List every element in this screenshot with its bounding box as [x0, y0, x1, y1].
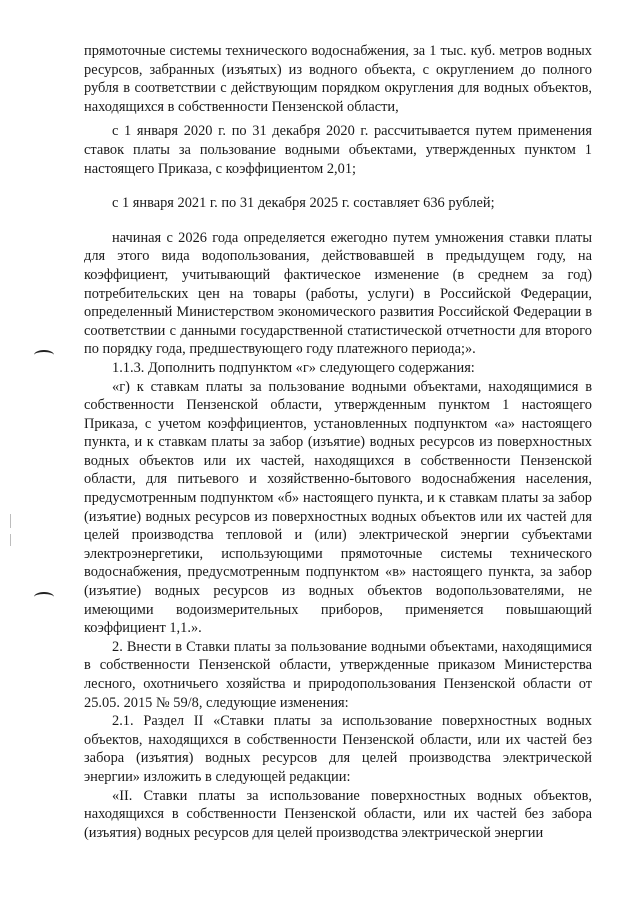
scan-edge-mark — [10, 534, 11, 546]
section-ii-heading: «II. Ставки платы за использование поверхностных водных объектов, находящихся в собственности Пензенской области, или их частей без забора (изъятия) водных ресурсов для целей производства электрической энергии — [84, 787, 592, 841]
clause-2-text: 2. Внести в Ставки платы за пользование водными объектами, находящимися в собственности Пензенской области, утвержденные приказом Министерства лесного, охотничьего хозяйства и природопользования Пензенской области от 25.05. 2015 № 59/8, следующие изменения: — [84, 638, 592, 711]
clause-g-text: «г) к ставкам платы за пользование водными объектами, находящимися в собственности Пензенской области, утвержденным пунктом 1 настоящего Приказа, с учетом коэффициентов, установленных подпунктом «а» настоящего пункта, и к ставкам платы за забор (изъятие) водных ресурсов из поверхностных водных объектов или их частей, находящихся в собственности Пензенской области, для питьевого и хозяйственно-бытового водоснабжения населения, предусмотренным подпунктом «б» настоящего пункта, и к ставкам платы за забор (изъятие) водных ресурсов из поверхностных водных объектов или их частей для целей производства тепловой и (или) электрической энергии субъектами электроэнергетики, использующими прямоточные системы технического водоснабжения, предусмотренным подпунктом «в» настоящего пункта, за забор (изъятие) водных ресурсов из водных объектов водопользователями, не имеющими водоизмерительных приборов, применяется повышающий коэффициент 1,1.». — [84, 378, 592, 637]
paragraph-2026-rate: начиная с 2026 года определяется ежегодно путем умножения ставки платы для этого вида водопользования, действовавшей в предыдущем году, на коэффициент, учитывающий фактическое изменение (в среднем за год) потребительских цен на товары (работы, услуги) в Российской Федерации, определенный Министерством экономического развития Российской Федерации в соответствии с данными государственной статистической отчетности для второго по порядку года, предшествующего году платежного периода;». — [84, 229, 592, 358]
clause-1-1-3-heading: 1.1.3. Дополнить подпунктом «г» следующего содержания: — [112, 359, 475, 376]
hole-punch-mark — [34, 350, 54, 360]
paragraph-2020-rate: с 1 января 2020 г. по 31 декабря 2020 г. рассчитывается путем применения ставок платы за пользование водными объектами, утвержденных пунктом 1 настоящего Приказа, с коэффициентом 2,01; — [84, 123, 592, 177]
paragraph-2021-rate: с 1 января 2021 г. по 31 декабря 2025 г. составляет 636 рублей; — [112, 195, 495, 212]
clause-2-1-text: 2.1. Раздел II «Ставки платы за использование поверхностных водных объектов, находящихся в собственности Пензенской области, или их частей без забора (изъятия) водных ресурсов для целей производства электрической энергии» изложить в следующей редакции: — [84, 713, 592, 785]
paragraph-continuation: прямоточные системы технического водоснабжения, за 1 тыс. куб. метров водных ресурсов, забранных (изъятых) из водного объекта, с округлением до полного рубля в соответствии с действующим порядком округления для водных объектов, находящихся в собственности Пензенской области, — [84, 43, 592, 115]
hole-punch-mark — [34, 592, 54, 602]
document-body — [84, 42, 592, 842]
scan-edge-mark — [10, 514, 11, 528]
